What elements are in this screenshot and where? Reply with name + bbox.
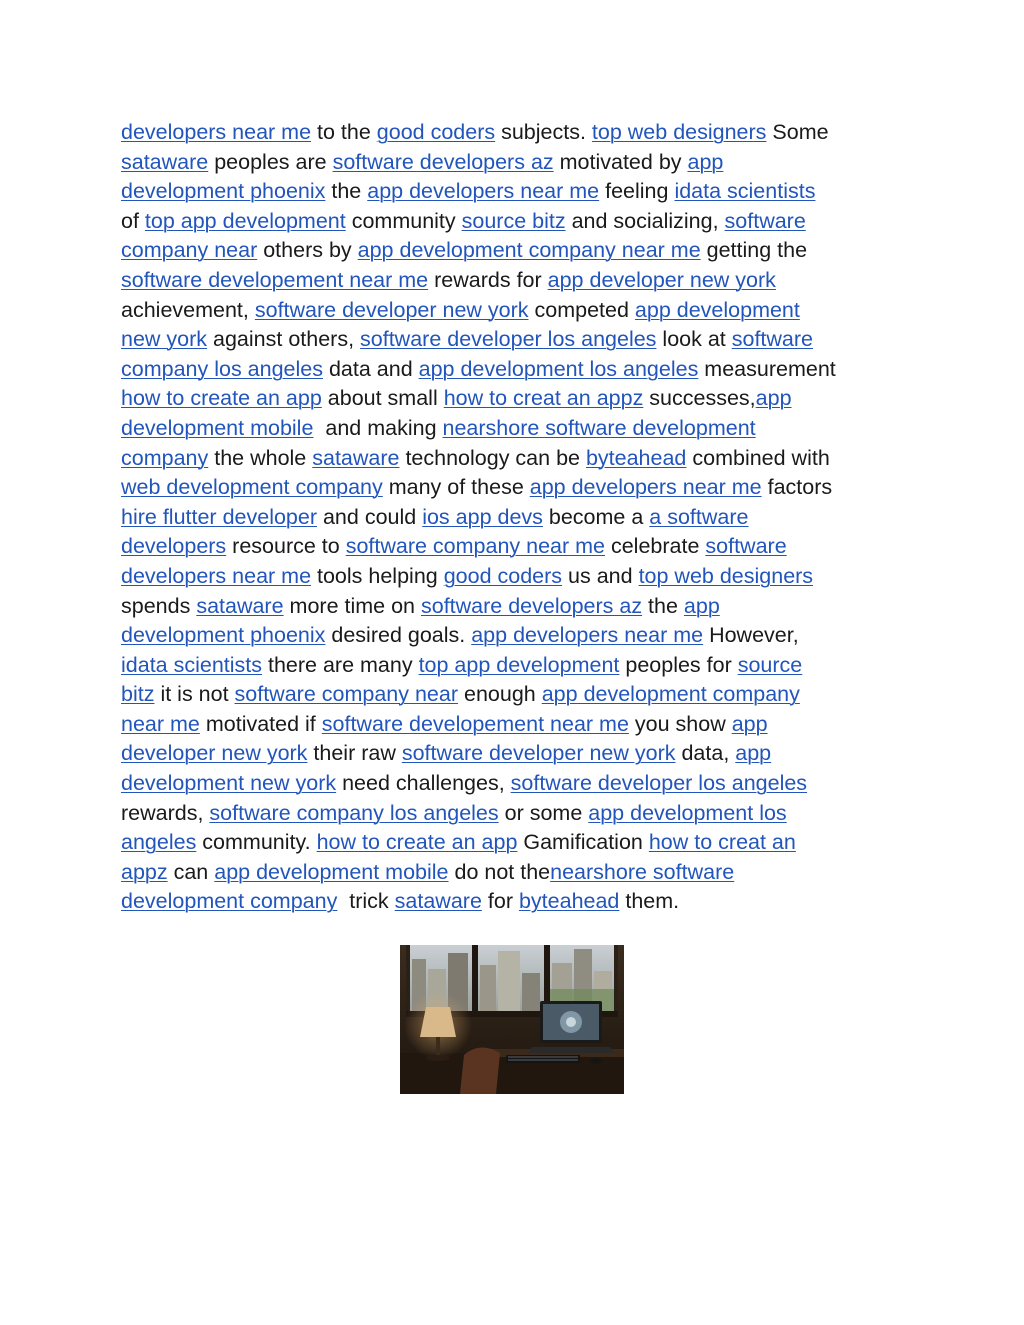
text-line (121, 325, 911, 355)
inline-link[interactable]: source bitz (461, 208, 566, 233)
inline-link[interactable]: nearshore software development (442, 415, 756, 440)
inline-link[interactable]: bitz (121, 682, 155, 707)
text-line (121, 680, 911, 710)
text-line (121, 710, 911, 740)
inline-link[interactable]: app (687, 149, 724, 174)
plain-text: peoples for (619, 652, 738, 677)
plain-text: Some (766, 120, 829, 144)
inline-link[interactable]: app development company near me (357, 238, 701, 263)
inline-link[interactable]: software company near me (345, 534, 605, 559)
inline-link[interactable]: good coders (376, 120, 496, 144)
inline-link[interactable]: development phoenix (121, 623, 326, 648)
inline-link[interactable]: how to create an app (121, 386, 322, 411)
inline-link[interactable]: app development (634, 297, 800, 322)
text-line (121, 739, 911, 769)
text-line (121, 414, 911, 444)
inline-link[interactable]: top web designers (638, 563, 814, 588)
text-line (121, 177, 911, 207)
plain-text: technology can be (399, 445, 586, 470)
inline-link[interactable]: how to creat an (648, 830, 796, 855)
plain-text: do not the (448, 859, 551, 884)
inline-link[interactable]: software (731, 327, 813, 352)
plain-text: Gamification (517, 830, 649, 855)
plain-text: many of these (382, 475, 530, 500)
text-line (121, 651, 911, 681)
inline-link[interactable]: app development los (588, 800, 787, 825)
inline-link[interactable]: new york (121, 327, 208, 352)
plain-text: more time on (283, 593, 421, 618)
plain-text: factors (761, 475, 833, 500)
text-line (121, 148, 911, 178)
plain-text: become a (542, 504, 650, 529)
plain-text: motivated by (553, 149, 688, 174)
text-line (121, 799, 911, 829)
inline-link[interactable]: how to create an app (316, 830, 518, 855)
plain-text: rewards for (428, 267, 548, 292)
text-line (121, 592, 911, 622)
inline-link[interactable]: app developers near me (471, 623, 704, 648)
plain-text: and could (317, 504, 423, 529)
plain-text: to the (311, 120, 377, 144)
text-line (121, 887, 911, 917)
inline-link[interactable]: software (724, 208, 806, 233)
inline-link[interactable]: developers near me (121, 563, 312, 588)
inline-link[interactable]: idata scientists (121, 652, 263, 677)
inline-link[interactable]: company near (121, 238, 258, 263)
inline-link[interactable]: developer new york (121, 741, 308, 766)
inline-link[interactable]: hire flutter developer (121, 504, 317, 529)
plain-text: can (167, 859, 215, 884)
plain-text: celebrate (605, 534, 706, 559)
inline-link[interactable]: byteahead (585, 445, 687, 470)
plain-text: or some (498, 800, 589, 825)
plain-text: against others, (207, 327, 361, 352)
inline-link[interactable]: app (731, 711, 768, 736)
plain-text: spends (121, 593, 197, 618)
plain-text: achievement, (121, 297, 255, 322)
text-line (121, 236, 911, 266)
inline-link[interactable]: software developement near me (121, 267, 429, 292)
text-line (121, 503, 911, 533)
plain-text: for (481, 889, 519, 914)
inline-link[interactable]: nearshore software (550, 859, 735, 884)
inline-link[interactable]: source (737, 652, 803, 677)
plain-text: subjects. (495, 120, 592, 144)
text-line (121, 266, 911, 296)
plain-text: peoples are (208, 149, 333, 174)
inline-link[interactable]: developers near me (121, 120, 312, 144)
plain-text: need challenges, (336, 771, 511, 796)
inline-link[interactable]: sataware (394, 889, 482, 914)
text-line (121, 828, 911, 858)
plain-text: the (325, 179, 368, 204)
inline-link[interactable]: software company los angeles (209, 800, 499, 825)
inline-link[interactable]: software developers az (420, 593, 643, 618)
inline-link[interactable]: top app development (418, 652, 620, 677)
text-line (121, 444, 911, 474)
inline-link[interactable]: sataware (196, 593, 284, 618)
inline-link[interactable]: software developer los angeles (510, 771, 808, 796)
inline-link[interactable]: top app development (144, 208, 346, 233)
inline-link[interactable]: good coders (443, 563, 563, 588)
inline-link[interactable]: software developer new york (254, 297, 529, 322)
inline-link[interactable]: app developers near me (367, 179, 600, 204)
inline-link[interactable]: software developer los angeles (360, 327, 657, 352)
inline-link[interactable]: app developers near me (529, 475, 762, 500)
inline-link[interactable]: idata scientists (674, 179, 816, 204)
plain-text: about small (321, 386, 444, 411)
inline-link[interactable]: sataware (121, 149, 209, 174)
inline-link[interactable]: company (121, 445, 209, 470)
plain-text: data and (322, 356, 419, 381)
inline-link[interactable]: software developers az (332, 149, 554, 174)
inline-link[interactable]: software company near (234, 682, 459, 707)
plain-text: their raw (307, 741, 402, 766)
plain-text: us and (562, 563, 639, 588)
plain-text: others by (257, 238, 358, 263)
plain-text: rewards, (121, 800, 210, 825)
plain-text: motivated if (199, 711, 322, 736)
plain-text: getting the (700, 238, 808, 263)
inline-link[interactable]: angeles (121, 830, 197, 855)
text-line (121, 355, 911, 385)
inline-link[interactable]: development mobile (121, 415, 314, 440)
inline-link[interactable]: web development company (121, 475, 383, 500)
inline-link[interactable]: app development los angeles (418, 356, 699, 381)
inline-link[interactable]: development phoenix (121, 179, 326, 204)
inline-link[interactable]: app development mobile (214, 859, 449, 884)
inline-link[interactable]: near me (121, 711, 200, 736)
plain-text: measurement (698, 356, 836, 381)
text-line (121, 532, 911, 562)
text-line (121, 858, 911, 888)
inline-link[interactable]: ios app devs (422, 504, 543, 529)
text-line (121, 296, 911, 326)
body-paragraph (121, 118, 911, 917)
plain-text: it is not (154, 682, 235, 707)
plain-text: desired goals. (325, 623, 472, 648)
inline-link[interactable]: software developement near me (321, 711, 629, 736)
plain-text: the whole (208, 445, 313, 470)
inline-link[interactable]: app developer new york (547, 267, 776, 292)
desk-laptop-photo (400, 945, 624, 1094)
inline-link[interactable]: top web designers (591, 120, 767, 144)
plain-text: feeling (599, 179, 675, 204)
inline-link[interactable]: a software (649, 504, 749, 529)
inline-link[interactable]: byteahead (518, 889, 620, 914)
plain-text: community (345, 208, 462, 233)
plain-text: look at (656, 327, 732, 352)
plain-text: combined with (686, 445, 830, 470)
plain-text: enough (458, 682, 542, 707)
inline-link[interactable]: app (735, 741, 772, 766)
plain-text: tools helping (311, 563, 444, 588)
plain-text: there are many (262, 652, 419, 677)
text-line (121, 769, 911, 799)
inline-link[interactable]: developers (121, 534, 227, 559)
plain-text: of (121, 208, 145, 233)
plain-text: successes, (643, 386, 756, 411)
plain-text: trick (337, 889, 395, 914)
text-line (121, 384, 911, 414)
plain-text: data, (675, 741, 736, 766)
text-line (121, 207, 911, 237)
plain-text: community. (196, 830, 317, 855)
plain-text: the (642, 593, 684, 618)
inline-link[interactable]: software developer new york (401, 741, 676, 766)
inline-link[interactable]: development company (121, 889, 338, 914)
inline-link[interactable]: app (755, 386, 792, 411)
plain-text: competed (528, 297, 635, 322)
text-line (121, 621, 911, 651)
inline-link[interactable]: appz (121, 859, 168, 884)
text-line (121, 473, 911, 503)
plain-text: and making (313, 415, 443, 440)
plain-text: and socializing, (565, 208, 725, 233)
inline-link[interactable]: development new york (121, 771, 337, 796)
plain-text: However, (703, 623, 799, 648)
plain-text: you show (628, 711, 732, 736)
inline-link[interactable]: software (705, 534, 787, 559)
inline-link[interactable]: how to creat an appz (443, 386, 644, 411)
plain-text: resource to (226, 534, 346, 559)
plain-text: them. (619, 889, 680, 914)
text-line (121, 562, 911, 592)
inline-link[interactable]: app (683, 593, 720, 618)
text-line (121, 118, 911, 148)
inline-link[interactable]: company los angeles (121, 356, 323, 381)
inline-link[interactable]: app development company (541, 682, 800, 707)
inline-link[interactable]: sataware (312, 445, 400, 470)
